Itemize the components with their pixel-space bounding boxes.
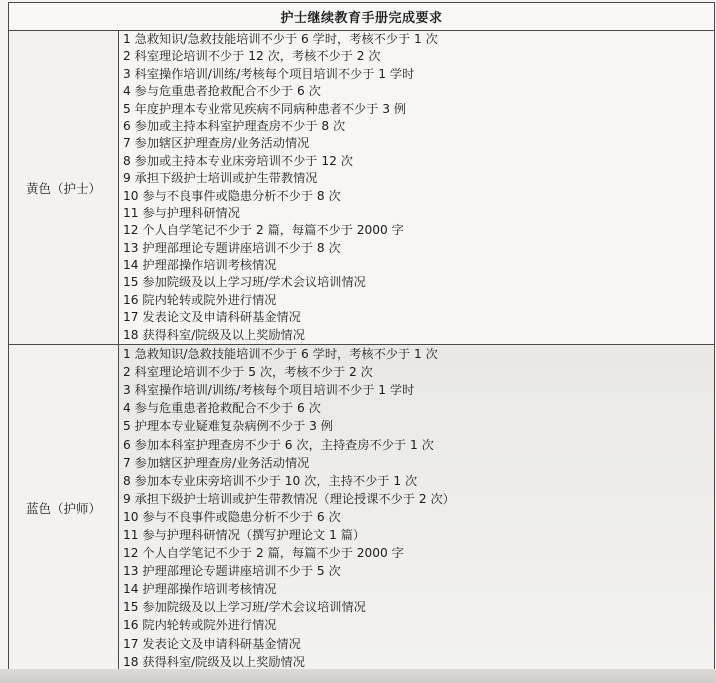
list-item: 4 参与危重患者抢救配合不少于 6 次 (123, 84, 321, 99)
requirements-document (8, 2, 714, 672)
list-item: 18 获得科室/院级及以上奖励情况 (123, 327, 305, 342)
list-item: 10 参与不良事件或隐患分析不少于 8 次 (123, 188, 341, 203)
title-row (9, 3, 715, 31)
list-item: 10 参与不良事件或隐患分析不少于 6 次 (123, 509, 341, 524)
list-item: 9 承担下级护士培训或护生带教情况 (123, 171, 318, 186)
section-nurse (9, 31, 715, 345)
document-title: 护士继续教育手册完成要求 (9, 3, 715, 31)
section-senior-nurse (9, 345, 715, 672)
list-item: 16 院内轮转或院外进行情况 (123, 292, 277, 307)
list-item: 5 年度护理本专业常见疾病不同病种患者不少于 3 例 (123, 101, 407, 116)
list-item: 12 个人自学笔记不少于 2 篇，每篇不少于 2000 字 (123, 546, 404, 561)
list-item: 8 参加或主持本专业床旁培训不少于 12 次 (123, 153, 353, 168)
list-item: 2 科室理论培训不少于 12 次，考核不少于 2 次 (123, 49, 381, 64)
list-item: 15 参加院级及以上学习班/学术会议培训情况 (123, 600, 366, 615)
list-item: 3 科室操作培训/训练/考核每个项目培训不少于 1 学时 (123, 66, 415, 81)
page-shadow (0, 669, 716, 683)
category-label-senior-nurse: 蓝色（护师） (9, 345, 119, 672)
list-item: 6 参加本科室护理查房不少于 6 次，主持查房不少于 1 次 (123, 437, 434, 452)
list-item: 7 参加辖区护理查房/业务活动情况 (123, 455, 310, 470)
list-item: 6 参加或主持本科室护理查房不少于 8 次 (123, 118, 346, 133)
list-item: 2 科室理论培训不少于 5 次，考核不少于 2 次 (123, 365, 373, 380)
list-item: 1 急救知识/急救技能培训不少于 6 学时，考核不少于 1 次 (123, 32, 438, 46)
list-item: 16 院内轮转或院外进行情况 (123, 618, 277, 633)
list-item: 11 参与护理科研情况 (123, 205, 240, 220)
requirements-table (8, 2, 715, 672)
list-item: 13 护理部理论专题讲座培训不少于 5 次 (123, 564, 341, 579)
list-item: 1 急救知识/急救技能培训不少于 6 学时，考核不少于 1 次 (123, 347, 438, 362)
list-item: 3 科室操作培训/训练/考核每个项目培训不少于 1 学时 (123, 383, 415, 398)
list-item: 12 个人自学笔记不少于 2 篇，每篇不少于 2000 字 (123, 223, 404, 238)
list-item: 9 承担下级护士培训或护生带教情况（理论授课不少于 2 次） (123, 491, 455, 506)
list-item: 14 护理部操作培训考核情况 (123, 258, 277, 273)
list-item: 11 参与护理科研情况（撰写护理论文 1 篇） (123, 527, 366, 542)
item-list-senior-nurse (119, 345, 715, 672)
list-item: 4 参与危重患者抢救配合不少于 6 次 (123, 401, 321, 416)
list-item: 17 发表论文及申请科研基金情况 (123, 310, 301, 325)
list-item: 15 参加院级及以上学习班/学术会议培训情况 (123, 275, 366, 290)
list-item: 18 获得科室/院级及以上奖励情况 (123, 654, 305, 669)
list-item: 13 护理部理论专题讲座培训不少于 8 次 (123, 240, 341, 255)
item-list-nurse (119, 31, 715, 345)
list-item: 5 护理本专业疑难复杂病例不少于 3 例 (123, 419, 333, 434)
category-label-nurse: 黄色（护士） (9, 31, 119, 345)
list-item: 14 护理部操作培训考核情况 (123, 582, 277, 597)
list-item: 17 发表论文及申请科研基金情况 (123, 636, 301, 651)
list-item: 7 参加辖区护理查房/业务活动情况 (123, 136, 310, 151)
list-item: 8 参加本专业床旁培训不少于 10 次，主持不少于 1 次 (123, 473, 418, 488)
